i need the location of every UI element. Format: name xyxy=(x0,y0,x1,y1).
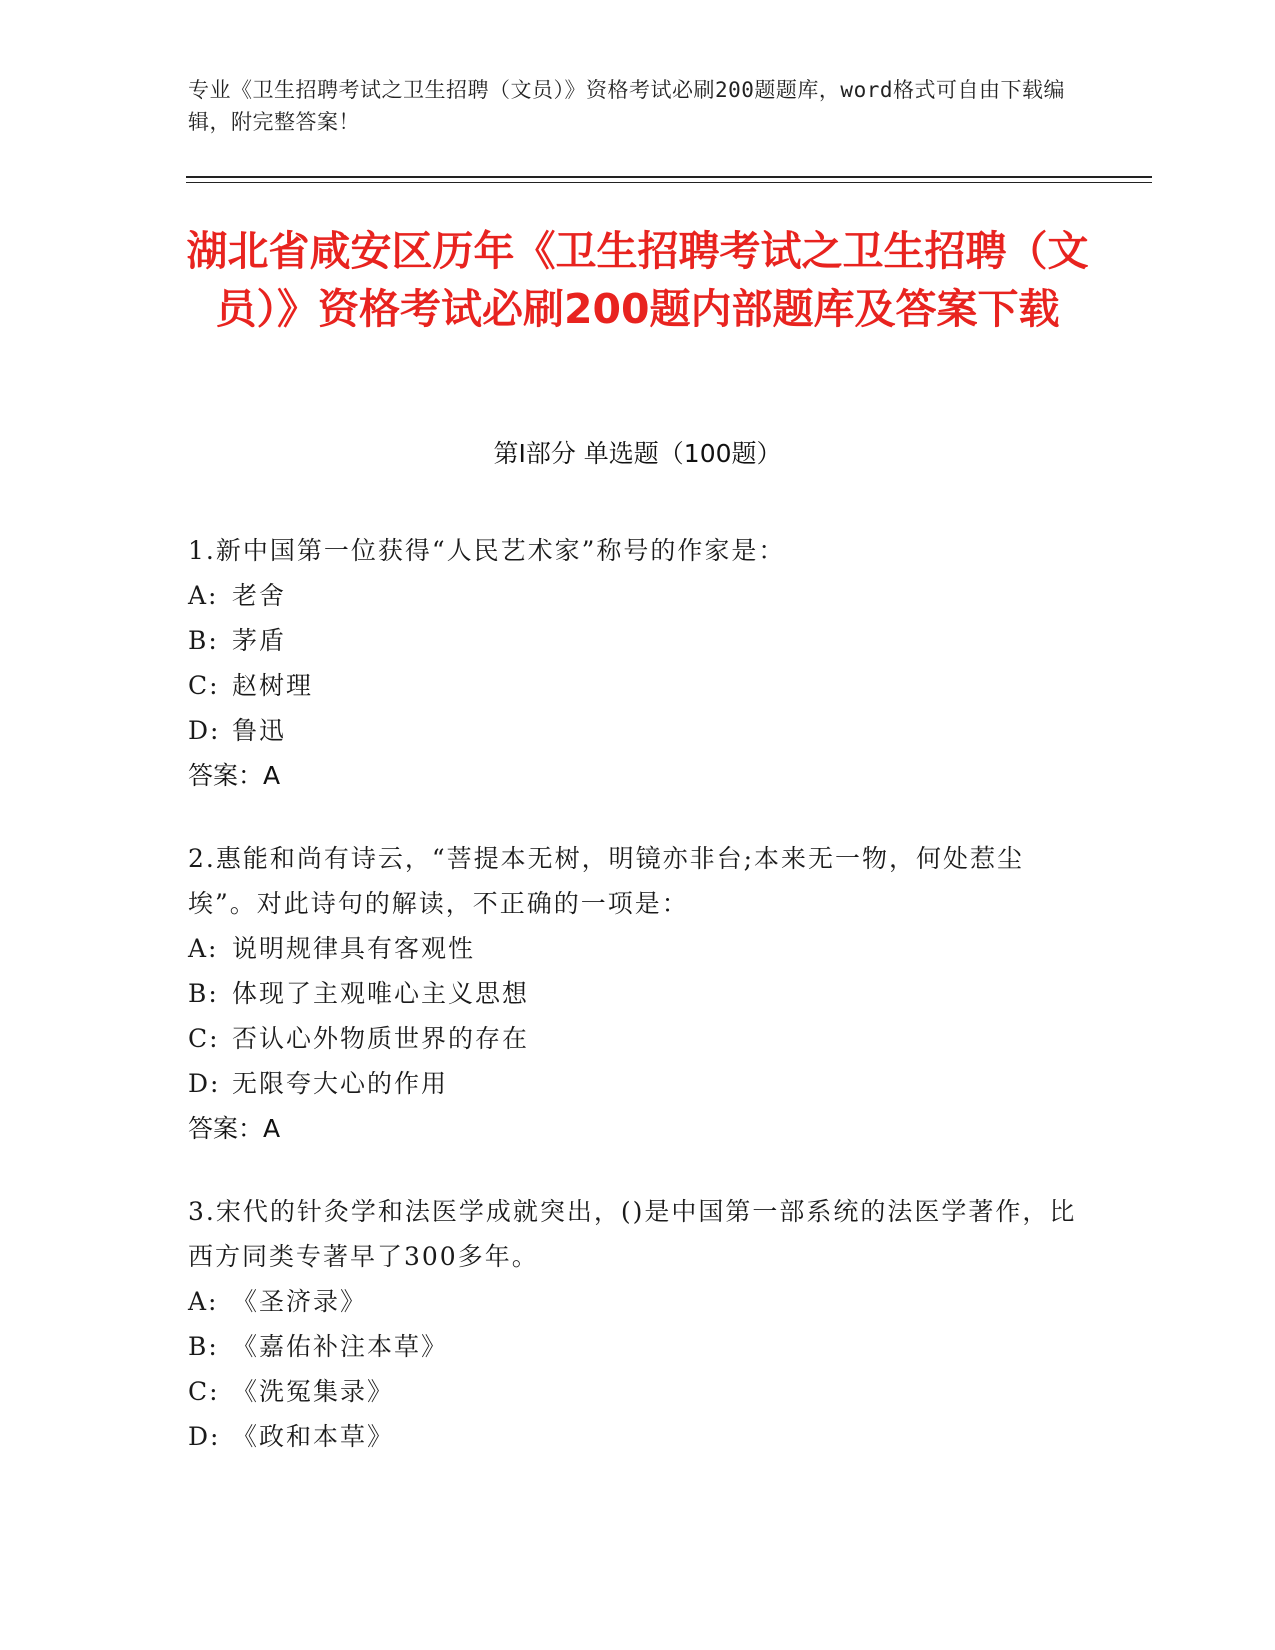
document-title: 湖北省咸安区历年《卫生招聘考试之卫生招聘（文员）》资格考试必刷200题内部题库及答案下载 xyxy=(186,227,1089,333)
option-a xyxy=(188,1279,1088,1324)
option-d xyxy=(188,1414,1088,1459)
question-stem: 1.新中国第一位获得“人民艺术家”称号的作家是： xyxy=(188,536,786,565)
question-1 xyxy=(188,528,1088,798)
option-key: A: xyxy=(188,934,219,963)
option-text: 体现了主观唯心主义思想 xyxy=(232,979,530,1008)
option-key: A: xyxy=(188,581,219,610)
option-key: C: xyxy=(188,1377,220,1406)
option-text: 《嘉佑补注本草》 xyxy=(232,1332,449,1361)
option-text: 《洗冤集录》 xyxy=(232,1377,395,1406)
question-stem: 3.宋代的针灸学和法医学成就突出，()是中国第一部系统的法医学著作，比西方同类专著早了300多年。 xyxy=(188,1197,1077,1271)
header-divider-thick xyxy=(186,176,1152,178)
option-key: A: xyxy=(188,1287,219,1316)
option-key: B: xyxy=(188,1332,219,1361)
option-text: 《圣济录》 xyxy=(232,1287,368,1316)
section-title: 第Ⅰ部分 单选题（100题） xyxy=(493,439,782,468)
option-b xyxy=(188,971,1088,1016)
option-c xyxy=(188,663,1088,708)
option-d xyxy=(188,1061,1088,1106)
question-stem: 2.惠能和尚有诗云，“菩提本无树，明镜亦非台;本来无一物，何处惹尘埃”。对此诗句的解读，不正确的一项是： xyxy=(188,844,1025,918)
option-a xyxy=(188,573,1088,618)
option-text: 否认心外物质世界的存在 xyxy=(232,1024,530,1053)
option-b xyxy=(188,1324,1088,1369)
option-d xyxy=(188,708,1088,753)
option-text: 《政和本草》 xyxy=(232,1422,395,1451)
question-3 xyxy=(188,1189,1088,1459)
question-list xyxy=(188,528,1088,1497)
option-text: 赵树理 xyxy=(232,671,314,700)
option-c xyxy=(188,1369,1088,1414)
option-key: D: xyxy=(188,1069,221,1098)
option-text: 鲁迅 xyxy=(232,716,287,745)
question-2 xyxy=(188,836,1088,1151)
answer-label: 答案：A xyxy=(188,761,281,790)
header-divider-thin xyxy=(186,182,1152,183)
option-a xyxy=(188,926,1088,971)
header-note: 专业《卫生招聘考试之卫生招聘（文员）》资格考试必刷200题题库，word格式可自由下载编辑，附完整答案！ xyxy=(188,78,1065,134)
option-key: D: xyxy=(188,716,221,745)
option-c xyxy=(188,1016,1088,1061)
option-text: 老舍 xyxy=(232,581,287,610)
option-key: B: xyxy=(188,626,219,655)
option-b xyxy=(188,618,1088,663)
option-key: C: xyxy=(188,1024,220,1053)
option-text: 茅盾 xyxy=(232,626,287,655)
option-key: C: xyxy=(188,671,220,700)
option-key: D: xyxy=(188,1422,221,1451)
answer-label: 答案：A xyxy=(188,1114,281,1143)
option-key: B: xyxy=(188,979,219,1008)
option-text: 说明规律具有客观性 xyxy=(232,934,476,963)
option-text: 无限夸大心的作用 xyxy=(232,1069,449,1098)
